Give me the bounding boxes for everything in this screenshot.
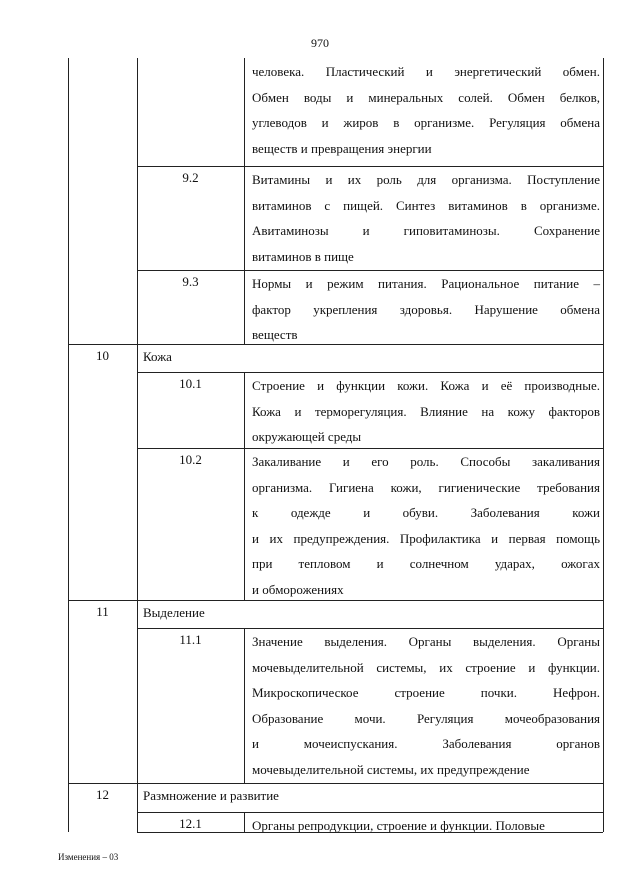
table-border-right — [603, 58, 604, 832]
section-number: 12 — [96, 787, 109, 802]
description-line: углеводов и жиров в организме. Регуляция обмена — [252, 115, 600, 131]
description-line: Закаливание и его роль. Способы закаливания — [252, 454, 600, 469]
subitem-description — [252, 449, 600, 603]
subitem-description — [252, 629, 600, 783]
subitem-number: 9.3 — [182, 274, 199, 289]
description-line: при тепловом и солнечном ударах, ожогах — [252, 556, 600, 572]
subitem-number: 9.2 — [182, 170, 199, 185]
description-line: веществ и превращения энергии — [252, 140, 432, 156]
column-divider — [137, 783, 138, 812]
column-divider — [137, 58, 138, 166]
column-divider — [137, 628, 138, 783]
subitem-number: 11.1 — [179, 632, 202, 647]
description-line: и обморожениях — [252, 581, 344, 597]
description-line: Кожа и терморегуляция. Влияние на кожу факторов — [252, 403, 600, 419]
page-number: 970 — [311, 36, 329, 50]
description-line: человека. Пластический и энергетический обмен. — [252, 64, 600, 79]
section-title: Кожа — [143, 349, 172, 364]
column-divider — [137, 448, 138, 600]
subitem-number: 10.1 — [179, 376, 202, 391]
row-divider — [68, 344, 603, 345]
description-line: Обмен воды и минеральных солей. Обмен белков, — [252, 89, 600, 105]
description-line: Нормы и режим питания. Рациональное питание – — [252, 276, 600, 291]
subitem-description — [252, 373, 600, 450]
description-line: к одежде и обуви. Заболевания кожи — [252, 505, 600, 521]
section-number: 10 — [96, 348, 109, 363]
description-line: витаминов с пищей. Синтез витаминов в организме. — [252, 197, 600, 213]
description-line: и их предупреждения. Профилактика и первая помощь — [252, 530, 600, 546]
description-line: Образование мочи. Регуляция мочеобразования — [252, 710, 600, 726]
column-divider — [244, 448, 245, 600]
description-line: Микроскопическое строение почки. Нефрон. — [252, 685, 600, 701]
column-divider — [244, 58, 245, 166]
subitem-number: 10.2 — [179, 452, 202, 467]
table-border-left — [68, 58, 69, 832]
column-divider — [244, 628, 245, 783]
section-title: Выделение — [143, 605, 205, 620]
subitem-description — [252, 813, 600, 839]
description-line: Значение выделения. Органы выделения. Органы — [252, 634, 600, 649]
description-line: мочевыделительной системы, их предупреждение — [252, 761, 530, 777]
column-divider — [244, 270, 245, 344]
description-line: Витамины и их роль для организма. Поступление — [252, 172, 600, 187]
description-line: Органы репродукции, строение и функции. Половые — [252, 818, 545, 833]
description-line: витаминов в пище — [252, 248, 354, 264]
description-line: фактор укрепления здоровья. Нарушение обмена — [252, 301, 600, 317]
subitem-description — [252, 167, 600, 269]
description-line: мочевыделительной системы, их строение и функции. — [252, 659, 600, 675]
description-line: Авитаминозы и гиповитаминозы. Сохранение — [252, 223, 600, 239]
row-divider — [68, 600, 603, 601]
section-title: Размножение и развитие — [143, 788, 279, 803]
column-divider — [137, 344, 138, 372]
subitem-number: 12.1 — [179, 816, 202, 831]
subitem-description — [252, 271, 600, 348]
description-line: и мочеиспускания. Заболевания органов — [252, 736, 600, 752]
description-line: Строение и функции кожи. Кожа и её производные. — [252, 378, 600, 393]
row-divider — [68, 783, 603, 784]
column-divider — [244, 812, 245, 832]
description-line: организма. Гигиена кожи, гигиенические требования — [252, 479, 600, 495]
revision-footer: Изменения – 03 — [58, 852, 119, 862]
column-divider — [244, 166, 245, 270]
description-line: окружающей среды — [252, 429, 362, 445]
column-divider — [137, 600, 138, 628]
section-number: 11 — [96, 604, 109, 619]
column-divider — [244, 372, 245, 448]
description-line: веществ — [252, 327, 298, 343]
table-border-bottom — [137, 832, 603, 833]
subitem-description — [252, 59, 600, 161]
